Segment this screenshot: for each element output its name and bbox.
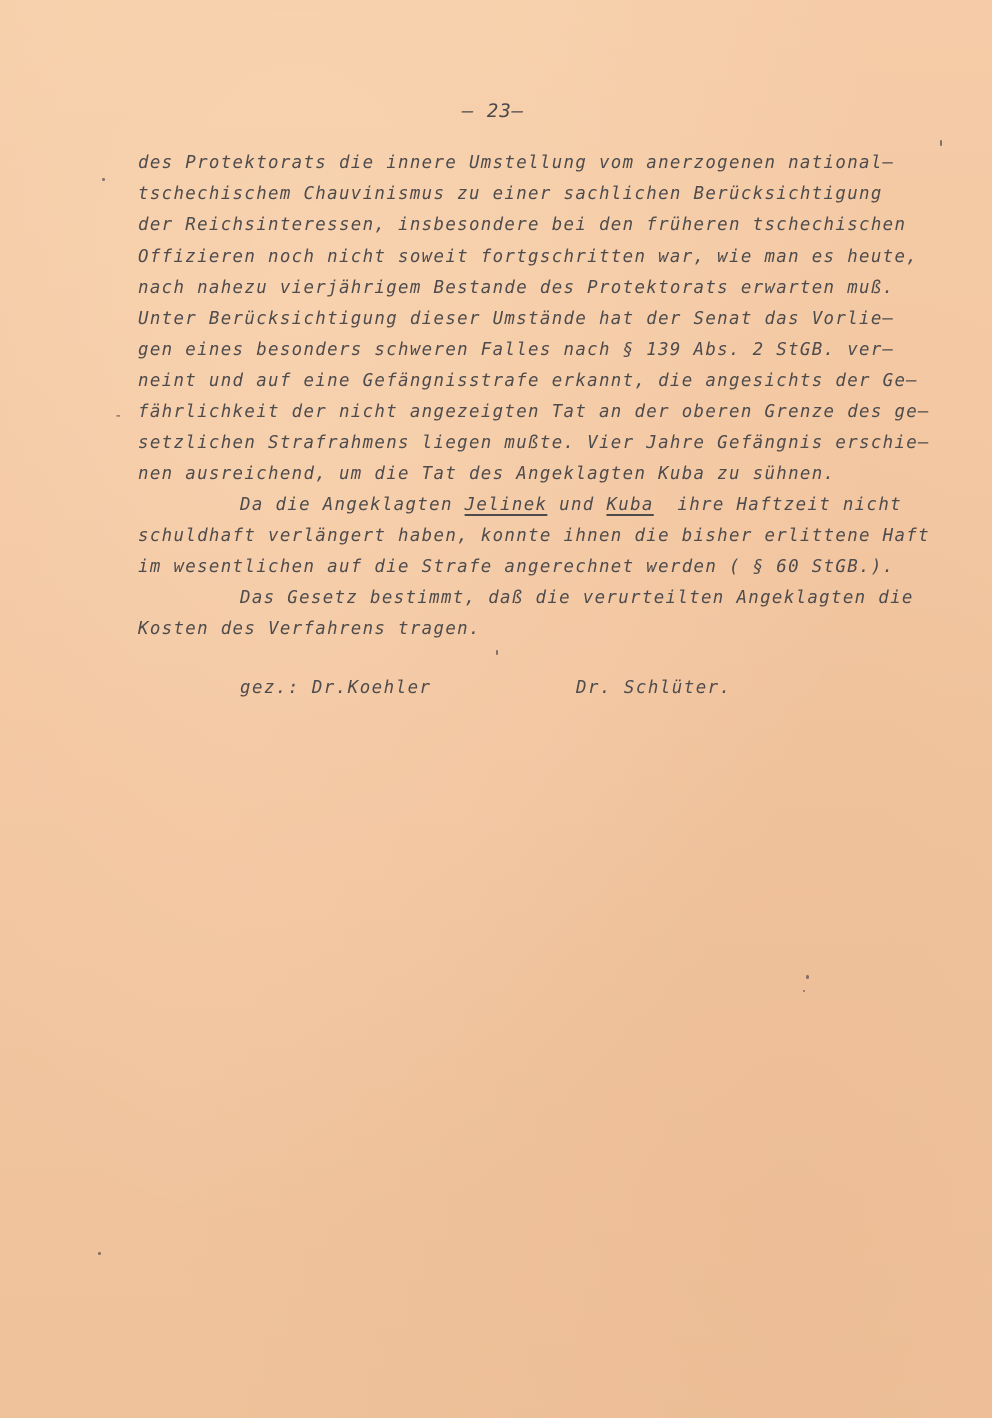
body-line: des Protektorats die innere Umstellung vom anerzogenen national– <box>138 153 895 173</box>
paper-speck <box>940 140 942 146</box>
defendant-name-jelinek: Jelinek <box>464 495 548 515</box>
paper-speck <box>496 650 498 655</box>
paragraph2-line3: im wesentlichen auf die Strafe angerechnet werden ( § 60 StGB.). <box>138 557 895 577</box>
body-line: gen eines besonders schweren Falles nach § 139 Abs. 2 StGB. ver– <box>138 340 895 360</box>
body-line: tschechischem Chauvinismus zu einer sachlichen Berücksichtigung <box>138 184 883 204</box>
body-line: nen ausreichend, um die Tat des Angeklagten Kuba zu sühnen. <box>138 464 836 484</box>
body-line: Offizieren noch nicht soweit fortgschritten war, wie man es heute, <box>138 247 919 267</box>
body-line: der Reichsinteressen, insbesondere bei den früheren tschechischen <box>138 215 907 235</box>
paragraph2-suffix: ihre Haftzeit nicht <box>653 495 902 515</box>
paragraph2-mid: und <box>547 495 607 515</box>
paragraph2-line1 <box>240 492 902 518</box>
paragraph2-prefix: Da die Angeklagten <box>240 495 465 515</box>
page-number: – 23– <box>462 100 525 122</box>
body-line: neint und auf eine Gefängnisstrafe erkannt, die angesichts der Ge– <box>138 371 919 391</box>
paragraph2-line2: schuldhaft verlängert haben, konnte ihnen die bisher erlittene Haft <box>138 526 930 546</box>
body-line: Unter Berücksichtigung dieser Umstände hat der Senat das Vorlie– <box>138 309 895 329</box>
paper-speck <box>806 975 809 979</box>
margin-mark: - <box>114 408 123 424</box>
defendant-name-kuba: Kuba <box>606 495 654 515</box>
paragraph3-line1: Das Gesetz bestimmt, daß die verurteilten Angeklagten die <box>240 588 914 608</box>
paper-speck <box>102 178 105 181</box>
paper-speck <box>98 1252 101 1255</box>
body-line: setzlichen Strafrahmens liegen mußte. Vier Jahre Gefängnis erschie– <box>138 433 930 453</box>
paragraph3-line2: Kosten des Verfahrens tragen. <box>138 619 481 639</box>
signature-left: gez.: Dr.Koehler <box>240 678 432 698</box>
signature-right: Dr. Schlüter. <box>576 678 732 698</box>
body-line: fährlichkeit der nicht angezeigten Tat an der oberen Grenze des ge– <box>138 402 930 422</box>
body-line: nach nahezu vierjährigem Bestande des Protektorats erwarten muß. <box>138 278 895 298</box>
paper-speck <box>803 990 805 992</box>
